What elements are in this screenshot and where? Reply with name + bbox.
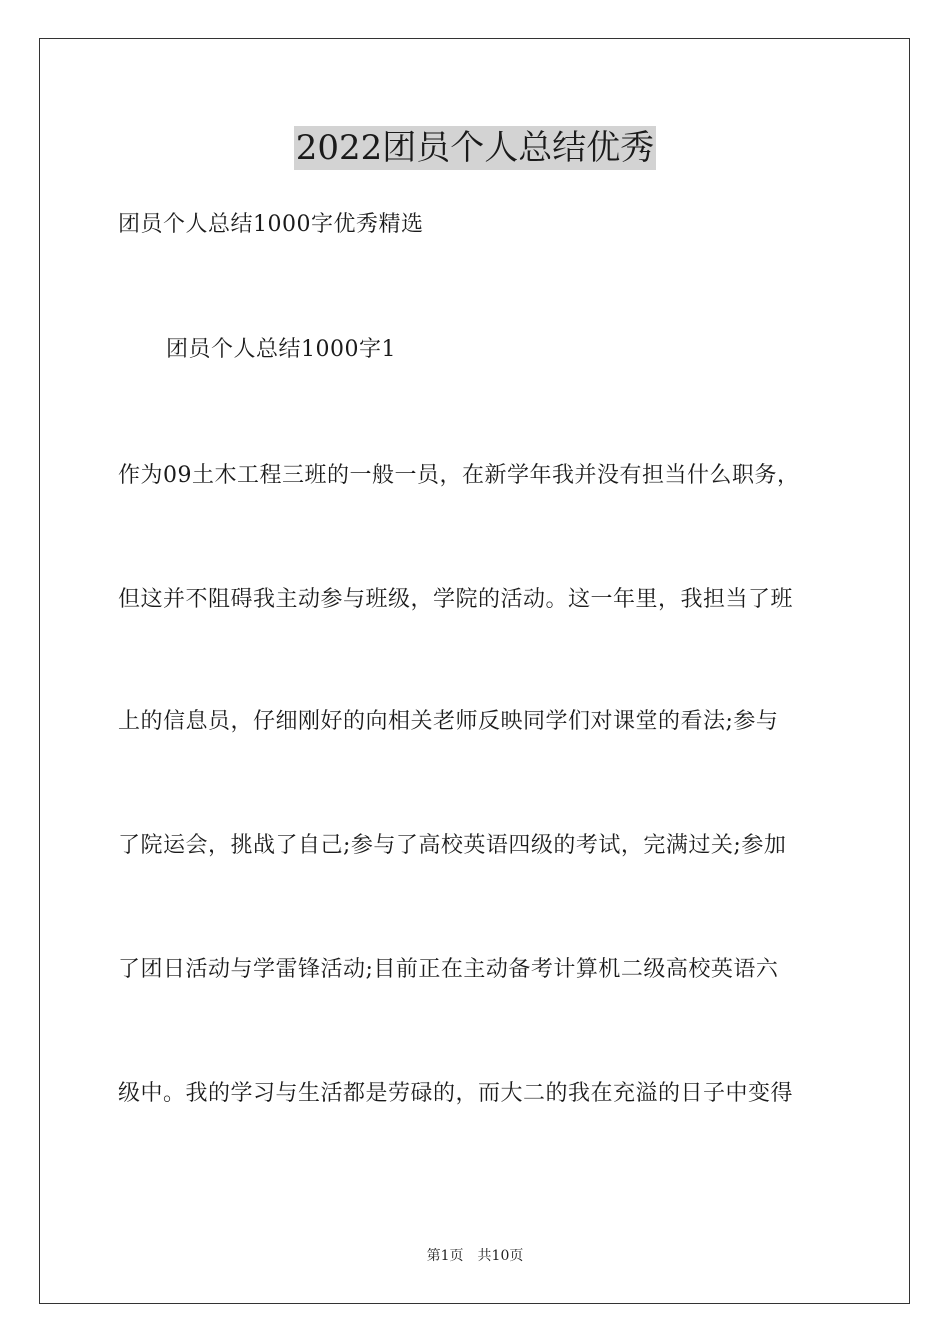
page-number: 第1页: [426, 1248, 464, 1264]
body-line: 上的信息员，仔细刚好的向相关老师反映同学们对课堂的看法;参与: [118, 709, 779, 734]
body-line: 级中。我的学习与生活都是劳碌的，而大二的我在充溢的日子中变得: [118, 1081, 794, 1106]
page-footer: [0, 1247, 950, 1265]
body-line: 了团日活动与学雷锋活动;目前正在主动备考计算机二级高校英语六: [118, 957, 779, 982]
section-heading: 团员个人总结1000字1: [166, 337, 396, 362]
page-total: 共10页: [477, 1248, 524, 1264]
body-line: 了院运会，挑战了自己;参与了高校英语四级的考试，完满过关;参加: [118, 833, 787, 858]
document-title: [0, 126, 950, 170]
body-line: 但这并不阻碍我主动参与班级，学院的活动。这一年里，我担当了班: [118, 587, 794, 612]
body-line: 作为09土木工程三班的一般一员，在新学年我并没有担当什么职务，: [118, 463, 800, 488]
document-subtitle: 团员个人总结1000字优秀精选: [118, 212, 424, 237]
document-title-text: 2022团员个人总结优秀: [295, 128, 655, 168]
